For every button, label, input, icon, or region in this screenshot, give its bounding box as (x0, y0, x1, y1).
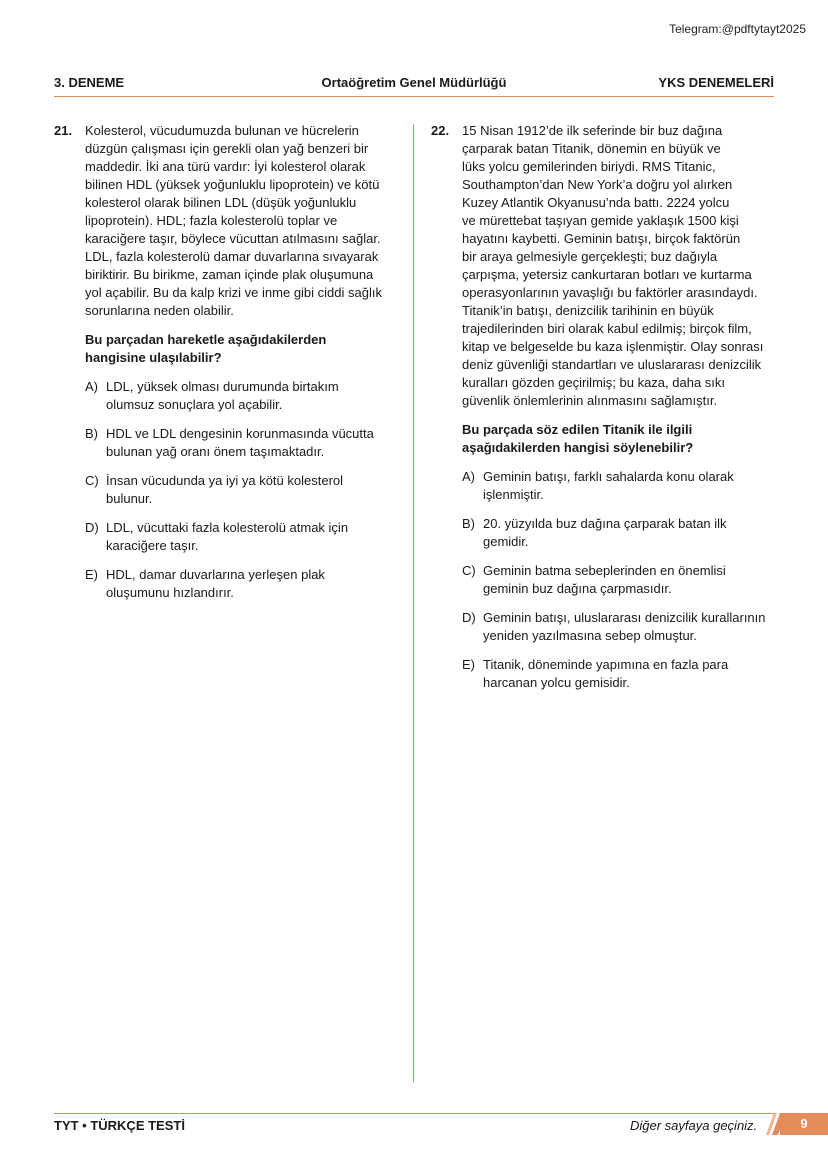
option-d[interactable] (462, 609, 781, 645)
footer-divider (54, 1113, 774, 1114)
question-passage: 15 Nisan 1912’de ilk seferinde bir buz dağına çarparak batan Titanik, dönemin en büyük ve lüks yolcu gemilerinden biriydi. RMS Titanic, Southampton’dan New York’a doğru yol alırken Kuzey Atlantik Okyanusu’nda battı. 2224 yolcu ve mürettebat taşıyan gemide yaklaşık 1500 kişi hayatını kaybetti. Geminin batışı, birçok faktörün bir araya gelmesiyle gerçekleşti; buz dağıyla çarpışma, yetersiz cankurtaran botları ve kurtarma operasyonlarının yavaşlığı bu faktörler arasındaydı. Titanik’in batışı, denizcilik tarihinin en büyük trajedilerinden biri olarak kabul edilmiş; birçok film, kitap ve belgeselde bu kaza işlenmiştir. Olay sonrası deniz güvenliği standartları ve uluslararası denizcilik kuralları gözden geçirilmiş; bu kaza, daha sıkı güvenlik önlemlerinin alınmasını sağlamıştır. (462, 123, 764, 408)
header-divider (54, 96, 774, 97)
option-b[interactable] (85, 425, 400, 461)
option-letter: C) (85, 473, 99, 488)
option-text: LDL, yüksek olması durumunda birtakım olumsuz sonuçlara yol açabilir. (106, 379, 339, 412)
next-page-note: Diğer sayfaya geçiniz. (630, 1118, 758, 1133)
option-text: Geminin batma sebeplerinden en önemlisi geminin buz dağına çarpmasıdır. (483, 563, 726, 596)
ministry-title: Ortaöğretim Genel Müdürlüğü (321, 75, 507, 90)
option-letter: B) (85, 426, 98, 441)
option-a[interactable] (462, 468, 781, 504)
option-text: HDL, damar duvarlarına yerleşen plak oluşumunu hızlandırır. (106, 567, 325, 600)
option-e[interactable] (85, 566, 400, 602)
option-c[interactable] (462, 562, 781, 598)
option-letter: E) (85, 567, 98, 582)
page-header (54, 75, 774, 93)
telegram-handle: Telegram:@pdftytayt2025 (669, 22, 806, 36)
page-number: 9 (780, 1113, 828, 1135)
test-name: TYT • TÜRKÇE TESTİ (54, 1118, 185, 1133)
column-divider (413, 124, 414, 1082)
option-letter: D) (85, 520, 99, 535)
option-e[interactable] (462, 656, 781, 692)
series-title: YKS DENEMELERİ (658, 75, 774, 90)
option-letter: B) (462, 516, 475, 531)
question-22 (431, 122, 781, 703)
option-text: 20. yüzyılda buz dağına çarparak batan ilk gemidir. (483, 516, 727, 549)
option-letter: C) (462, 563, 476, 578)
option-text: Geminin batışı, farklı sahalarda konu olarak işlenmiştir. (483, 469, 734, 502)
question-passage: Kolesterol, vücudumuzda bulunan ve hücrelerin düzgün çalışması için gerekli olan yağ benzeri bir maddedir. İki ana türü vardır: İyi kolesterol olarak bilinen HDL (yüksek yoğunluklu lipoprotein) ve kötü kolesterol olarak bilinen LDL (düşük yoğunluklu lipoprotein). HDL; fazla kolesterolü toplar ve karaciğere taşır, böylece vücuttan atılmasını sağlar. LDL, fazla kolesterolü damar duvarlarına sıvayarak biriktirir. Bu birikme, zaman içinde plak oluşumuna yol açabilir. Bu da kalp krizi ve inme gibi ciddi sağlık sorunlarına neden olabilir. (85, 123, 382, 318)
option-c[interactable] (85, 472, 400, 508)
option-text: LDL, vücuttaki fazla kolesterolü atmak için karaciğere taşır. (106, 520, 349, 553)
option-text: Geminin batışı, uluslararası denizcilik kurallarının yeniden yazılmasına sebep olmuştur. (483, 610, 766, 643)
answer-options (85, 378, 400, 602)
answer-options (462, 468, 781, 692)
question-stem: Bu parçadan hareketle aşağıdakilerden hangisine ulaşılabilir? (85, 332, 327, 365)
option-letter: E) (462, 657, 475, 672)
option-text: HDL ve LDL dengesinin korunmasında vücutta bulunan yağ oranı önem taşımaktadır. (106, 426, 374, 459)
question-21 (54, 122, 400, 613)
option-a[interactable] (85, 378, 400, 414)
option-letter: A) (85, 379, 98, 394)
option-text: Titanik, döneminde yapımına en fazla para harcanan yolcu gemisidir. (483, 657, 729, 690)
question-stem: Bu parçada söz edilen Titanik ile ilgili aşağıdakilerden hangisi söylenebilir? (462, 422, 694, 455)
question-number: 21. (54, 123, 73, 138)
exam-title: 3. DENEME (54, 75, 125, 90)
option-d[interactable] (85, 519, 400, 555)
option-b[interactable] (462, 515, 781, 551)
question-number: 22. (431, 123, 450, 138)
option-letter: D) (462, 610, 476, 625)
option-text: İnsan vücudunda ya iyi ya kötü kolesterol bulunur. (106, 473, 344, 506)
option-letter: A) (462, 469, 475, 484)
